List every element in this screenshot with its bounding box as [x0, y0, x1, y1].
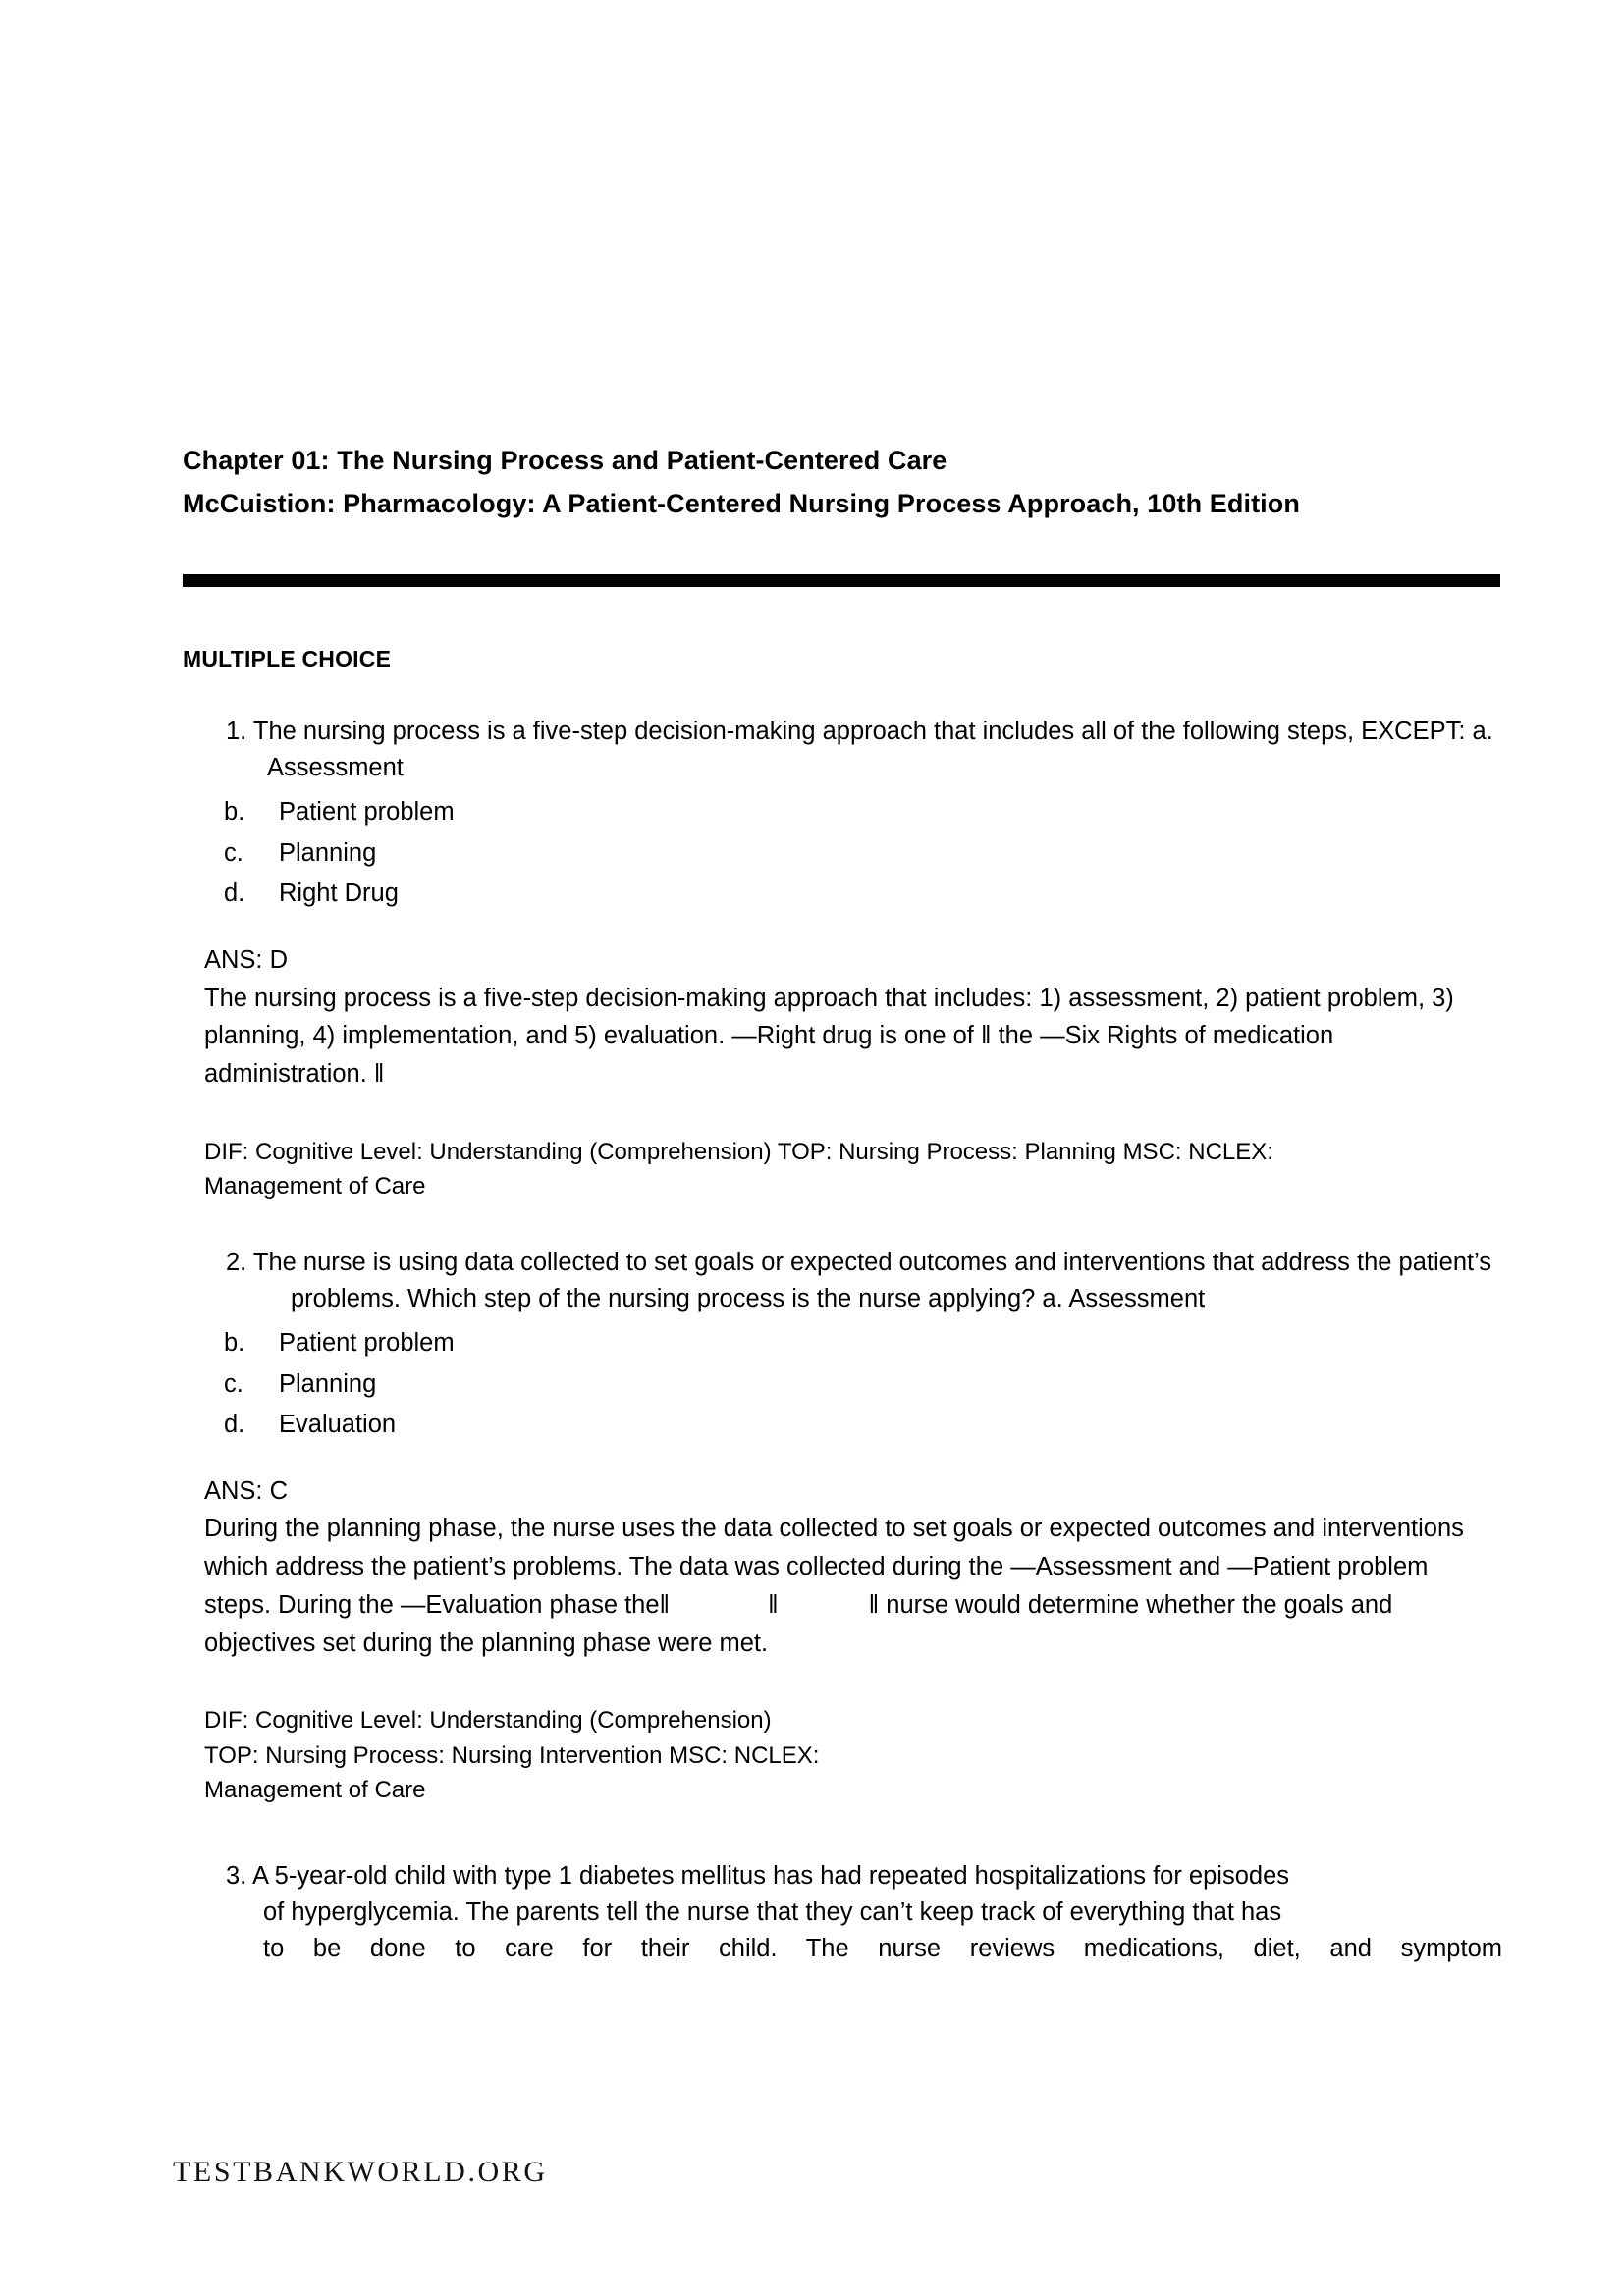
option-d-text: Evaluation: [279, 1410, 397, 1438]
option-d[interactable]: [183, 874, 1502, 914]
question-1-meta-line-2: Management of Care: [204, 1173, 426, 1201]
question-1-stem: [183, 714, 1502, 786]
question-3-stem: [183, 1858, 1502, 1895]
option-d-letter: d.: [224, 1410, 245, 1438]
header-book-title: McCuistion: Pharmacology: A Patient-Centered Nursing Process Approach, 10th Edition: [183, 488, 1300, 518]
question-3-stem-line-2: of hyperglycemia. The parents tell the nurse that they can’t keep track of everything that has: [263, 1898, 1282, 1927]
question-2-rationale-bar-a: ‖: [768, 1590, 779, 1619]
question-2-stem-text: The nurse is using data collected to set goals or expected outcomes and interventions that address the patient’s problems. Which step of the nursing process is the nurse applying? a. Assessment: [252, 1249, 1492, 1313]
question-3-stem-line-1: A 5-year-old child with type 1 diabetes mellitus has had repeated hospitalizations for episodes: [251, 1862, 1290, 1891]
option-c-text: Planning: [279, 838, 377, 867]
question-1-options: [183, 792, 1502, 914]
question-2: [183, 1245, 1502, 1807]
question-1-answer: ANS: D: [204, 946, 289, 975]
option-c-letter: c.: [224, 838, 243, 867]
question-2-meta-line-3: Management of Care: [204, 1776, 426, 1803]
question-3-stem-line-3: to be done to care for their child. The nurse reviews medications, diet, and symptom: [263, 1935, 1502, 1963]
question-2-rationale-part-1: During the planning phase, the nurse uses the data collected to set goals or expected outcomes and interventions which address the patient’s problems. The data was collected during the —Assessment and —Patient problem steps. During the —Evaluation phase the‖: [204, 1515, 1464, 1619]
option-c-text: Planning: [279, 1369, 377, 1398]
question-3-stem-row-3: [183, 1931, 1502, 2003]
section-label-multiple-choice: MULTIPLE CHOICE: [183, 646, 392, 672]
question-2-meta-line-1: DIF: Cognitive Level: Understanding (Comprehension): [204, 1707, 772, 1735]
question-2-rationale: [183, 1510, 1496, 1662]
page-content: [183, 440, 1502, 2003]
footer-watermark: TESTBANKWORLD.ORG: [173, 2156, 548, 2188]
question-2-stem: [183, 1245, 1502, 1317]
question-1-stem-text: The nursing process is a five-step decision-making approach that includes all of the following steps, EXCEPT: a. Assessment: [252, 718, 1493, 782]
option-d-letter: d.: [224, 880, 245, 907]
option-d-text: Right Drug: [279, 880, 399, 907]
question-3-number: 3.: [226, 1862, 247, 1891]
option-b[interactable]: [183, 1323, 1502, 1363]
question-3-stem-row-2: [183, 1895, 1502, 1931]
question-2-rationale-part-2: nurse would determine whether the goals and objectives set during the planning phase were met.: [204, 1590, 1393, 1657]
header-chapter-title: Chapter 01: The Nursing Process and Patient-Centered Care: [183, 446, 947, 475]
option-b-letter: b.: [224, 1329, 245, 1358]
option-c-letter: c.: [224, 1369, 243, 1398]
question-2-options: [183, 1323, 1502, 1445]
option-c[interactable]: [183, 833, 1502, 874]
option-c[interactable]: [183, 1364, 1502, 1405]
question-3: [183, 1858, 1502, 2003]
question-2-answer: ANS: C: [204, 1477, 289, 1506]
question-1-rationale: The nursing process is a five-step decision-making approach that includes: 1) assessment, 2) patient problem, 3) planning, 4) implementation, and 5) evaluation. —Right drug is one of ‖ the —Six Rights of medication administration. ‖: [204, 984, 1454, 1089]
option-b[interactable]: [183, 792, 1502, 832]
option-d[interactable]: [183, 1405, 1502, 1445]
header-divider-rule: [183, 574, 1500, 587]
question-2-metadata: [183, 1703, 1502, 1807]
question-1-number: 1.: [226, 718, 247, 746]
question-2-meta-line-2: TOP: Nursing Process: Nursing Intervention MSC: NCLEX:: [204, 1741, 820, 1769]
option-b-text: Patient problem: [279, 798, 455, 827]
question-1: [183, 714, 1502, 1203]
question-2-rationale-bar-b: ‖: [868, 1590, 880, 1619]
option-b-letter: b.: [224, 798, 245, 827]
question-1-meta-line-1: DIF: Cognitive Level: Understanding (Comprehension) TOP: Nursing Process: Planning MSC: NCLEX:: [204, 1138, 1273, 1165]
document-header: [183, 440, 1502, 525]
question-1-metadata: [183, 1135, 1502, 1204]
option-b-text: Patient problem: [279, 1329, 455, 1358]
question-2-number: 2.: [226, 1249, 247, 1277]
